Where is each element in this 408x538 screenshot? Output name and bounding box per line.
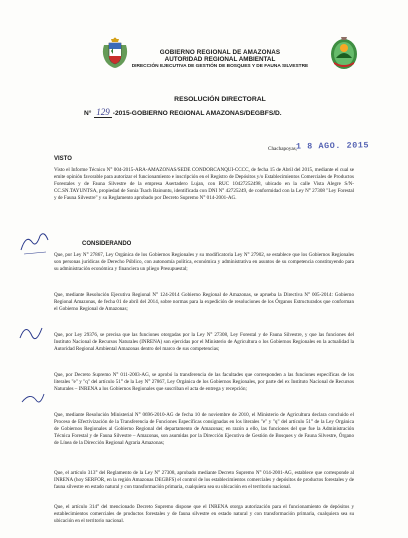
header-authority: AUTORIDAD REGIONAL AMBIENTAL bbox=[164, 56, 276, 63]
place-label: Chachapoyas, bbox=[268, 146, 297, 152]
section-title-visto: VISTO bbox=[54, 156, 72, 162]
paragraph-considerando-4: Que, por Decreto Supremo N° 011-2003-AG, se aprobó la transferencia de las facultades que corresponden a las funciones específicas de los literales "e" y "q" del artículo 51° de la Ley N° 27867, Ley Orgánica de los Gobiernos Regionales, por parte del ex Instituto Nacional de Recursos Naturales – INRENA a los Gobiernos Regionales que suscriban el acta de entrega y recepción; bbox=[54, 372, 354, 393]
margin-initials-mark bbox=[16, 318, 50, 348]
header-government: GOBIERNO REGIONAL DE AMAZONAS bbox=[159, 49, 281, 56]
paragraph-considerando-1: Que, por Ley N° 27867, Ley Orgánica de los Gobiernos Regionales y su modificatoria Ley N° 27902, se establece que los Gobiernos Regionales son personas jurídicas de Derecho Público, con autonomía política, económica y administrativa en asuntos de su competencia constituyendo para su administración económica y financiera un pliego Presupuestal; bbox=[54, 252, 354, 273]
paragraph-considerando-5: Que, mediante Resolución Ministerial N° 0696-2010-AG de fecha 10 de noviembre de 2010, el Ministerio de Agricultura declara concluido el Proceso de Efectivización de la Transferencia de Funciones Específicas consignadas en los literales "e" y "q" del artículo 51° de la Ley Orgánica de Gobiernos Regionales al Gobierno Regional del departamento de Amazonas; en razón a ello, las funciones del que fue la Administración Técnica Forestal y de Fauna Silvestre – Amazonas, son asumidas por la Dirección Ejecutiva de Gestión de Bosques y de Fauna Silvestre, Órgano de Línea de la Dirección Regional Agraria Amazonas; bbox=[54, 412, 354, 447]
resolution-title: RESOLUCIÓN DIRECTORAL bbox=[174, 96, 266, 103]
paragraph-considerando-7: Que, el artículo 314° del mencionado Decreto Supremo dispone que el INRENA otorga autorización para el funcionamiento de depósitos y establecimientos comerciales de productos forestales y de fauna silvestre en estado natural y con transformación primaria, cualquiera sea su ubicación en el territorio nacional. bbox=[54, 504, 354, 525]
paragraph-considerando-2: Que, mediante Resolución Ejecutiva Regional N° 124-2014 Gobierno Regional de Amazonas, se aprueba la Directiva N° 005-2014: Gobierno Regional Amazonas, de fecha 01 de abril del 2014, sobre normas para la expedición de resoluciones de los Órganos Estructurados que conforman el Gobierno Regional de Amazonas; bbox=[54, 292, 354, 313]
margin-signature-mark bbox=[18, 228, 52, 258]
section-title-considerando: CONSIDERANDO bbox=[82, 241, 132, 247]
header-directorate: DIRECCIÓN EJECUTIVA DE GESTIÓN DE BOSQUES Y DE FAUNA SILVESTRE bbox=[131, 64, 309, 69]
paragraph-visto: Visto el Informe Técnico N° 004-2015-ARA-AMAZONAS/SEDE CONDORCANQUI-CCCC, de fecha 15 de Abril del 2015, mediante el cual se emite opinión favorable para autorizar el funcionamiento e inscripción en el Registro de Depósitos y/o Establecimientos Comerciales de Productos Forestales y de Fauna Silvestre de la empresa Asertadero Lujan, con RUC 10427252498, ubicado en la calle Vista Alegre S/N- CC.SN.TAYUNTSA, propiedad de Sonia Tsach Bainuntu, identificada con DNI N° 42725249, de conformidad con la Ley N° 27308 "Ley Forestal y de Fauna Silvestre" y su Reglamento aprobado por Decreto Supremo N° 014-2001-AG. bbox=[54, 167, 354, 202]
paragraph-considerando-6: Que, el artículo 313° del Reglamento de la Ley N° 27308, aprobado mediante Decreto Supremo N° 014-2001-AG, establece que corresponde al INRENA (hoy SERFOR, en la región Amazonas DEGBFS) el control de los establecimientos comerciales y depósitos de productos forestales y de fauna silvestre en estado natural y con transformación primaria, cualquiera sea su ubicación en el territorio nacional. bbox=[54, 470, 354, 491]
resolution-number bbox=[84, 107, 364, 117]
resolution-number-handwritten: 129 bbox=[96, 107, 110, 117]
resolution-number-prefix: N° bbox=[84, 110, 92, 117]
margin-check-mark bbox=[18, 388, 48, 416]
resolution-number-suffix: -2015-GOBIERNO REGIONAL AMAZONAS/DEGBFS/D. bbox=[112, 110, 282, 117]
date-stamp: 1 8 AGO. 2015 bbox=[295, 140, 370, 152]
paragraph-considerando-3: Que, por Ley 29376, se precisa que las funciones otorgadas por la Ley N° 27308, Ley Forestal y de Fauna Silvestre, y que las funciones del Instituto Nacional de Recursos Naturales (INRENA) son ejercidas por el Ministerio de Agricultura o los Gobiernos Regionales en la actualidad la Autoridad Regional Ambiental Amazonas dentro del marco de sus competencias; bbox=[54, 332, 354, 353]
